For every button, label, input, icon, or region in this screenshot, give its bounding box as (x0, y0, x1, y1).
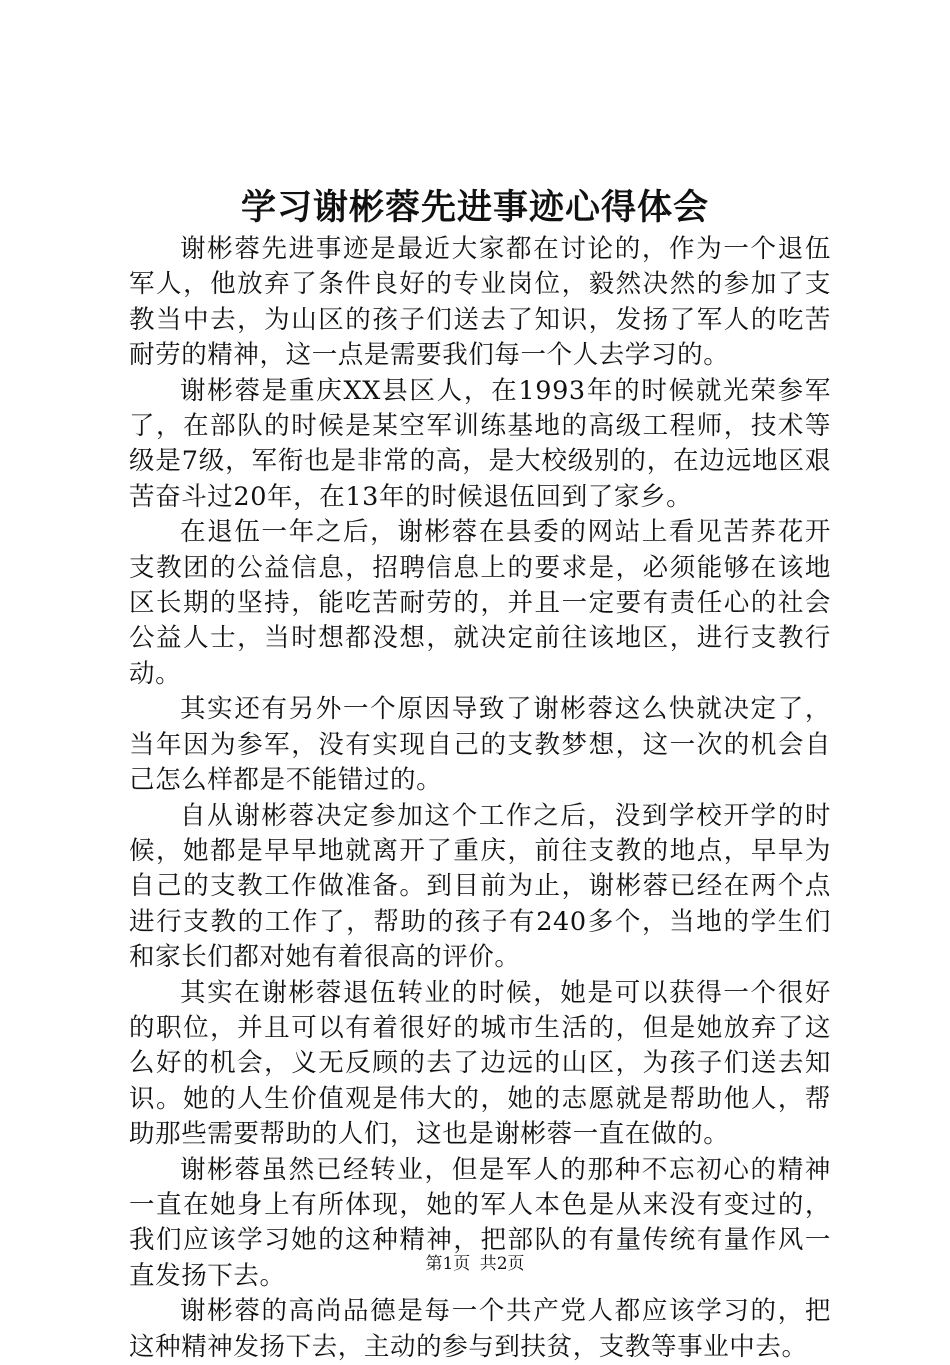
paragraph: 自从谢彬蓉决定参加这个工作之后，没到学校开学的时候，她都是早早地就离开了重庆，前往支教的地点，早早为自己的支教工作做准备。到目前为止，谢彬蓉已经在两个点进行支教的工作了，帮助的孩子有240多个，当地的学生们和家长们都对她有着很高的评价。 (129, 800, 831, 973)
paragraph: 其实在谢彬蓉退伍转业的时候，她是可以获得一个很好的职位，并且可以有着很好的城市生活的，但是她放弃了这么好的机会，义无反顾的去了边远的山区，为孩子们送去知识。她的人生价值观是伟大的，她的志愿就是帮助他人，帮助那些需要帮助的人们，这也是谢彬蓉一直在做的。 (129, 977, 831, 1150)
paragraph: 其实还有另外一个原因导致了谢彬蓉这么快就决定了，当年因为参军，没有实现自己的支教梦想，这一次的机会自己怎么样都是不能错过的。 (129, 694, 831, 796)
paragraph: 谢彬蓉是重庆XX县区人，在1993年的时候就光荣参军了，在部队的时候是某空军训练基地的高级工程师，技术等级是7级，军衔也是非常的高，是大校级别的，在边远地区艰苦奋斗过20年，在13年的时候退伍回到了家乡。 (129, 375, 831, 512)
page-number: 第1页 (425, 1254, 471, 1274)
document-title: 学习谢彬蓉先进事迹心得体会 (240, 187, 709, 228)
paragraph: 谢彬蓉的高尚品德是每一个共产党人都应该学习的，把这种精神发扬下去，主动的参与到扶贫，支教等事业中去。 (129, 1296, 831, 1362)
page-footer (0, 1252, 950, 1276)
paragraph: 谢彬蓉先进事迹是最近大家都在讨论的，作为一个退伍军人，他放弃了条件良好的专业岗位，毅然决然的参加了支教当中去，为山区的孩子们送去了知识，发扬了军人的吃苦耐劳的精神，这一点是需要我们每一个人去学习的。 (129, 234, 831, 371)
document-body (129, 232, 831, 1365)
paragraph: 在退伍一年之后，谢彬蓉在县委的网站上看见苦荞花开支教团的公益信息，招聘信息上的要求是，必须能够在该地区长期的坚持，能吃苦耐劳的，并且一定要有责任心的社会公益人士，当时想都没想，就决定前往该地区，进行支教行动。 (129, 517, 831, 689)
page-total: 共2页 (479, 1254, 525, 1274)
paragraph: 谢彬蓉虽然已经转业，但是军人的那种不忘初心的精神一直在她身上有所体现，她的军人本色是从来没有变过的，我们应该学习她的这种精神，把部队的有量传统有量作风一直发扬下去。 (129, 1154, 831, 1291)
